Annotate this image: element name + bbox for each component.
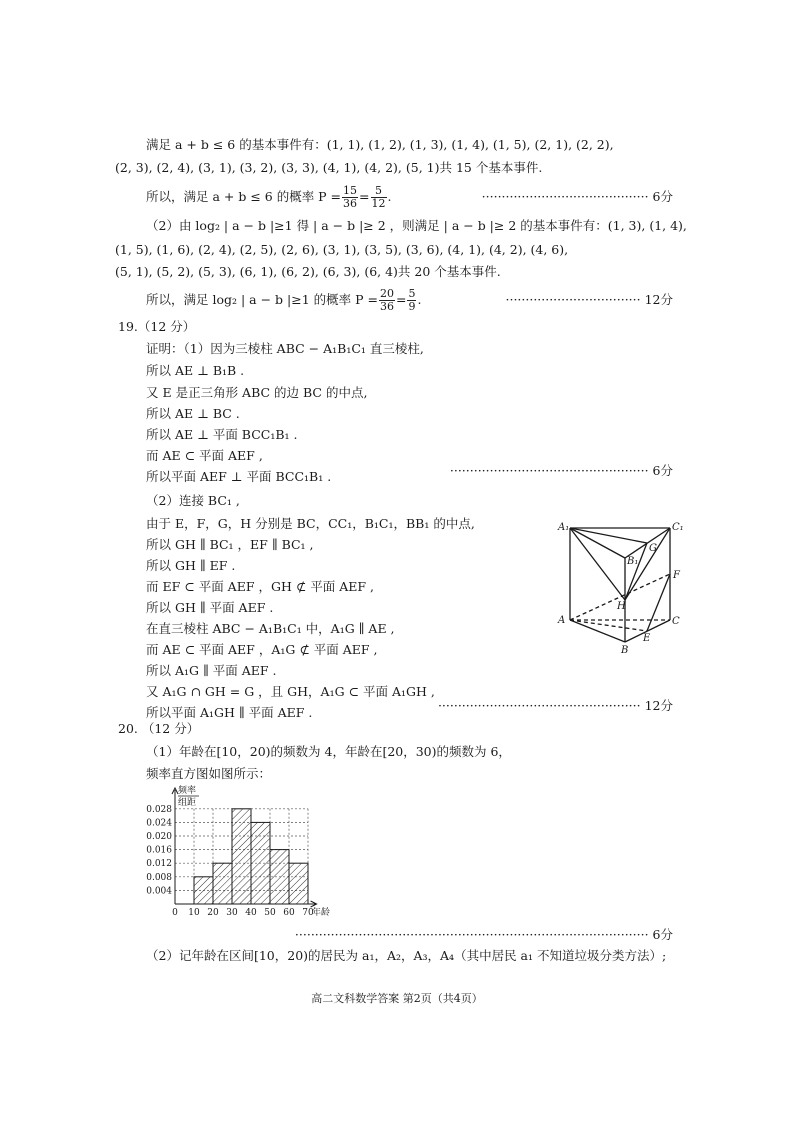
label-g: G [649, 543, 657, 554]
q19-proof-line: 而 AE ⊂ 平面 AEF ，A₁G ⊄ 平面 AEF , [146, 642, 378, 657]
q19-proof-line: 所以平面 AEF ⊥ 平面 BCC₁B₁ . [146, 469, 332, 484]
q19-proof-line: 所以 AE ⊥ BC . [146, 406, 240, 421]
q18-line6: (5, 1), (5, 2), (5, 3), (6, 1), (6, 2), (6, 3), (6, 4)共 20 个基本事件. [115, 264, 501, 279]
score-label: 12分 [644, 698, 673, 713]
q18-prob1-frac-b [371, 185, 387, 210]
q19-proof-line: 所以 A₁G ∥ 平面 AEF . [146, 663, 277, 678]
q19-proof-line: 而 EF ⊂ 平面 AEF ，GH ⊄ 平面 AEF , [146, 579, 375, 594]
histogram-bar [232, 809, 251, 904]
q20-line2: 频率直方图如图所示： [146, 766, 272, 781]
y-tick-label: 0.008 [146, 872, 172, 883]
q18-prob2-frac-a [379, 288, 395, 313]
edge-ab [570, 620, 625, 642]
page-footer: 高二文科数学答案 第2页（共4页） [311, 992, 483, 1005]
histogram-bar [213, 863, 232, 904]
x-tick-label: 60 [283, 908, 295, 918]
y-tick-label: 0.028 [146, 804, 172, 815]
equals-sign: = [359, 189, 370, 204]
q18-line4: （2）由 log₂ | a − b |≥1 得 | a − b |≥ 2 ，则满足 | a − b |≥ 2 的基本事件有：(1, 3), (1, 4), [146, 218, 687, 233]
histogram-bar [289, 863, 308, 904]
x-tick-label: 50 [264, 908, 276, 918]
q19-score-6 [340, 463, 673, 479]
label-a1: A₁ [558, 522, 570, 533]
q18-line1: 满足 a + b ≤ 6 的基本事件有：(1, 1), (1, 2), (1, 3), (1, 4), (1, 5), (2, 1), (2, 2), [146, 137, 614, 152]
score-label: 6分 [652, 189, 673, 204]
q18-prob2-prefix: 所以，满足 log₂ | a − b |≥1 的概率 P = [146, 292, 378, 307]
q18-line2: (2, 3), (2, 4), (3, 1), (3, 2), (3, 3), (4, 1), (4, 2), (5, 1)共 15 个基本事件. [115, 160, 543, 175]
frac-den: 12 [371, 196, 386, 210]
frac-num: 15 [343, 183, 358, 197]
period: . [417, 292, 422, 307]
score-label: 6分 [652, 463, 673, 478]
label-c: C [672, 616, 680, 627]
leader-dots: ·········································· [481, 189, 649, 204]
frac-num: 5 [371, 185, 387, 198]
edge-b1c1 [625, 528, 670, 558]
y-tick-label: 0.004 [146, 886, 172, 897]
leader-dots: ·················································· [449, 463, 649, 478]
seg-gh [625, 543, 647, 600]
leader-dots: ························································································· [294, 927, 649, 942]
q18-score-12 [425, 292, 673, 308]
q19-proof-line: 又 A₁G ∩ GH = G ，且 GH，A₁G ⊂ 平面 A₁GH , [146, 684, 435, 699]
label-h: H [617, 601, 626, 612]
histogram-bar [251, 822, 270, 904]
frac-den: 36 [343, 196, 358, 210]
q19-proof-line: 所以 GH ∥ 平面 AEF . [146, 600, 274, 615]
q19-proof-line: 所以 GH ∥ BC₁ ，EF ∥ BC₁ , [146, 537, 314, 552]
frac-den: 36 [379, 299, 394, 313]
leader-dots: ··················································· [437, 698, 641, 713]
x-tick-label: 10 [188, 908, 200, 918]
seg-ae-hidden [570, 620, 647, 631]
q18-prob2-line [146, 286, 421, 314]
score-label: 12分 [644, 292, 673, 307]
x-axis-title: 年龄 [312, 908, 331, 918]
score-label: 6分 [652, 927, 673, 942]
q19-proof-line: 所以 AE ⊥ 平面 BCC₁B₁ . [146, 427, 298, 442]
label-e: E [643, 633, 651, 644]
q18-score-6 [395, 189, 673, 205]
x-tick-label: 20 [207, 908, 219, 918]
y-axis-title-top: 频率 [178, 786, 197, 796]
frac-num: 5 [408, 286, 416, 300]
histogram-bar [194, 877, 213, 904]
q19-proof-line: 由于 E，F，G，H 分别是 BC，CC₁，B₁C₁，BB₁ 的中点, [146, 516, 475, 531]
label-b1: B₁ [627, 556, 639, 567]
q19-score-12 [330, 698, 673, 714]
prism-figure [555, 520, 685, 655]
q19-proof-line: 所以平面 A₁GH ∥ 平面 AEF . [146, 705, 313, 720]
q19-header: 19.（12 分） [118, 319, 196, 334]
y-tick-label: 0.020 [146, 832, 172, 842]
q20-score-6 [115, 927, 673, 943]
frac-num: 20 [379, 286, 394, 300]
y-tick-label: 0.016 [146, 845, 172, 856]
label-a: A [558, 615, 566, 626]
edge-a1b1 [570, 528, 625, 558]
q19-proof-line: 所以 AE ⊥ B₁B . [146, 363, 245, 378]
period: . [387, 189, 392, 204]
frac-den: 9 [408, 299, 416, 313]
q19-proof-line: （2）连接 BC₁ , [146, 493, 240, 508]
y-axis-title-bottom: 组距 [178, 798, 197, 808]
q18-prob1-line [146, 183, 392, 211]
q18-prob1-frac-a [342, 185, 358, 210]
frequency-histogram [140, 784, 331, 926]
q18-prob1-prefix: 所以，满足 a + b ≤ 6 的概率 P = [146, 189, 342, 204]
leader-dots: ·································· [505, 292, 641, 307]
seg-af-hidden [570, 574, 670, 620]
q19-proof-line: 证明：（1）因为三棱柱 ABC − A₁B₁C₁ 直三棱柱, [146, 341, 424, 356]
seg-a1g [570, 528, 647, 543]
y-tick-label: 0.024 [146, 818, 172, 829]
q19-proof-line: 所以 GH ∥ EF . [146, 558, 236, 573]
label-f: F [673, 570, 680, 581]
seg-fe [647, 574, 670, 631]
histogram-bar [270, 850, 289, 904]
label-b: B [621, 645, 629, 656]
q19-proof-line: 在直三棱柱 ABC − A₁B₁C₁ 中，A₁G ∥ AE , [146, 621, 395, 636]
x-tick-label: 40 [245, 908, 257, 918]
x-tick-label: 70 [302, 908, 314, 918]
x-tick-label: 0 [172, 908, 178, 918]
q20-line1: （1）年龄在[10，20)的频数为 4，年龄在[20，30)的频数为 6， [146, 744, 511, 759]
q19-proof-line: 而 AE ⊂ 平面 AEF , [146, 448, 263, 463]
q20-line3: （2）记年龄在区间[10，20)的居民为 a₁，A₂，A₃，A₄（其中居民 a₁ 不知道垃圾分类方法）; [146, 948, 667, 963]
q18-line5: (1, 5), (1, 6), (2, 4), (2, 5), (2, 6), (3, 1), (3, 5), (3, 6), (4, 1), (4, 2), (4, 6), [115, 242, 569, 257]
label-c1: C₁ [672, 522, 684, 533]
q20-header: 20. （12 分） [118, 721, 200, 736]
equals-sign: = [395, 292, 407, 307]
x-tick-label: 30 [226, 908, 238, 918]
seg-a1h [570, 528, 625, 600]
q18-prob2-frac-b [407, 288, 416, 313]
y-tick-label: 0.012 [146, 859, 172, 870]
q19-proof-line: 又 E 是正三角形 ABC 的边 BC 的中点, [146, 385, 368, 400]
